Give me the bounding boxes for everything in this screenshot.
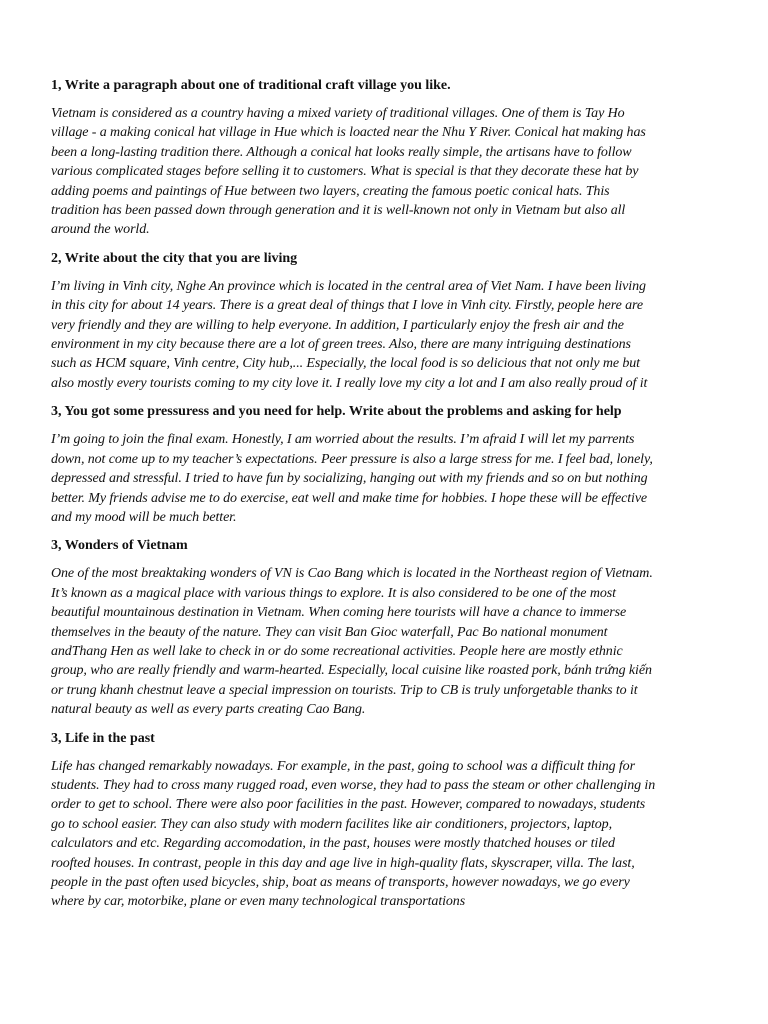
document-page: [51, 76, 723, 921]
section-body: I’m going to join the final exam. Honestly, I am worried about the results. I’m afraid I will let my parrents down, not come up to my teacher’s expectations. Peer pressure is also a large stress for me. I feel bad, lonely, depressed and stressful. I tried to have fun by socializing, hanging out with my friends and so on but nothing better. My friends advise me to do exercise, eat well and make time for hobbies. I hope these will be effective and my mood will be much better.: [51, 432, 653, 525]
section-craft-village: [51, 76, 723, 240]
section-heading: 3, Life in the past: [51, 730, 155, 746]
section-heading: 3, You got some pressuress and you need for help. Write about the problems and asking for help: [51, 404, 622, 420]
section-heading: 1, Write a paragraph about one of traditional craft village you like.: [51, 78, 451, 93]
section-life-past: [51, 729, 723, 912]
section-heading: 3, Wonders of Vietnam: [51, 538, 188, 554]
section-body: Life has changed remarkably nowadays. For example, in the past, going to school was a difficult thing for students. They had to cross many rugged road, even worse, they had to pass the steam or other challenging in order to get to school. There were also poor facilities in the past. However, compared to nowadays, students go to school easier. They can also study with modern facilites like air conditioners, projectors, laptop, calculators and etc. Regarding accomodation, in the past, houses were mostly thatched houses or tiled roofted houses. In contrast, people in this day and age live in high-quality flats, skyscraper, villa. The last, people in the past often used bicycles, ship, boat as means of transports, however nowadays, we go every where by car, motorbike, plane or even many technological transportations: [51, 758, 656, 910]
section-city: [51, 249, 723, 393]
section-body: Vietnam is considered as a country having a mixed variety of traditional villages. One of them is Tay Ho village - a making conical hat village in Hue which is loacted near the Nhu Y River. Conical hat making has been a long-lasting tradition there. Although a conical hat looks really simple, the artisans have to follow various complicated stages before selling it to customers. What is special is that they decorate these hat by adding poems and paintings of Hue between two layers, creating the famous poetic conical hats. This tradition has been passed down through generation and it is well-known not only in Vietnam but also all around the world.: [51, 106, 646, 238]
section-body: I’m living in Vinh city, Nghe An province which is located in the central area of Viet Nam. I have been living in this city for about 14 years. There is a great deal of things that I love in Vinh city. Firstly, people here are very friendly and they are willing to help everyone. In addition, I particularly enjoy the fresh air and the environment in my city because there are a lot of green trees. Also, there are many intriguing destinations such as HCM square, Vinh centre, City hub,... Especially, the local food is so delicious that not only me but also mostly every tourists coming to my city love it. I really love my city a lot and I am also really proud of it: [51, 278, 648, 391]
section-wonders: [51, 536, 723, 719]
section-heading: 2, Write about the city that you are living: [51, 250, 298, 266]
section-pressures: [51, 402, 723, 527]
section-body: One of the most breaktaking wonders of VN is Cao Bang which is located in the Northeast region of Vietnam. It’s known as a magical place with various things to explore. It is also considered to be one of the most beautiful mountainous destination in Vietnam. When coming here tourists will have a chance to immerse themselves in the beauty of the nature. They can visit Ban Gioc waterfall, Pac Bo national monument andThang Hen as well lake to check in or do some recreational activities. People here are mostly ethnic group, who are really friendly and warm-hearted. Especially, local cuisine like roasted pork, bánh trứng kiến or trung khanh chestnut leave a special impression on tourists. Trip to CB is truly unforgetable thanks to it natural beauty as well as every parts creating Cao Bang.: [51, 566, 653, 718]
